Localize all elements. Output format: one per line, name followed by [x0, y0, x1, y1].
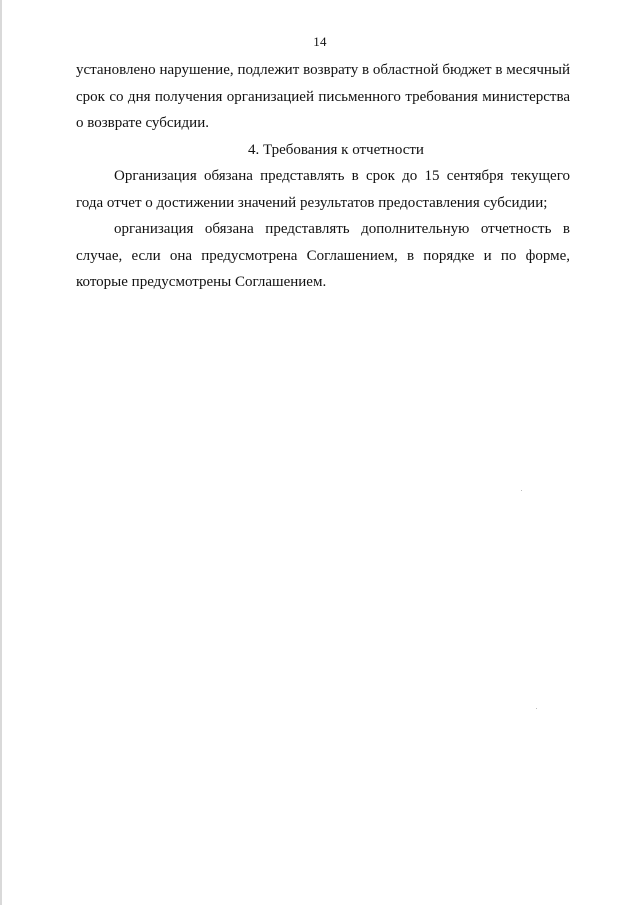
scan-speck [536, 708, 537, 709]
section-paragraph-1: Организация обязана представлять в срок до 15 сентября текущего года отчет о достижении значений результатов предоставления субсидии; [76, 168, 570, 211]
document-body [76, 57, 570, 296]
scan-speck [521, 490, 522, 491]
section-paragraph-2: организация обязана представлять дополнительную отчетность в случае, если она предусмотрена Соглашением, в порядке и по форме, которые предусмотрены Соглашением. [76, 221, 570, 290]
section-heading: 4. Требования к отчетности [248, 141, 424, 158]
page-number: 14 [313, 34, 327, 49]
paragraph-continuation: установлено нарушение, подлежит возврату в областной бюджет в месячный срок со дня получения организацией письменного требования министерства о возврате субсидии. [76, 62, 570, 131]
scan-edge [0, 0, 2, 905]
